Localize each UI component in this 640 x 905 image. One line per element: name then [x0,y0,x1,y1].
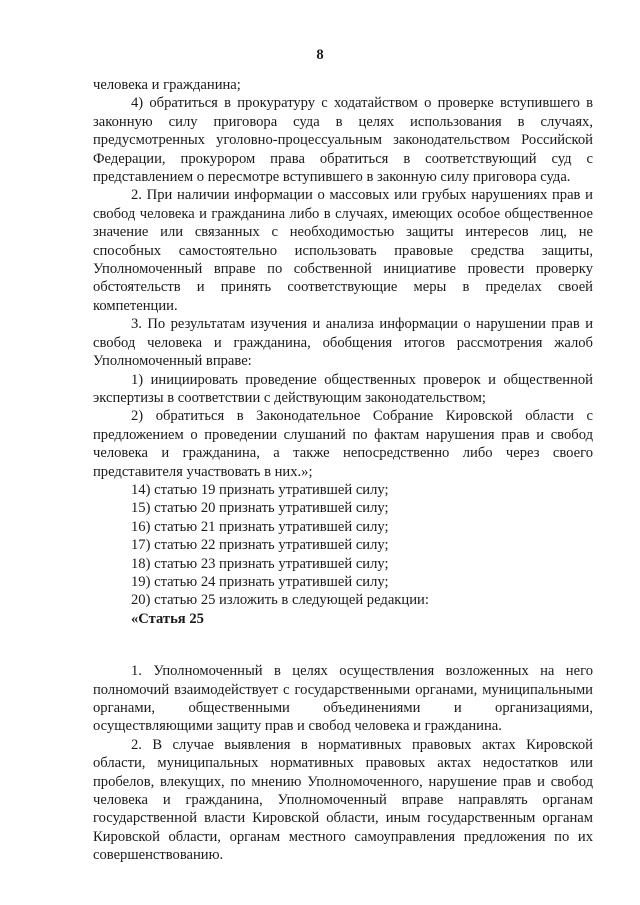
list-item: 16) статью 21 признать утратившей силу; [131,518,389,535]
list-item: 20) статью 25 изложить в следующей редакции: [131,592,429,609]
list-item: 19) статью 24 признать утратившей силу; [131,573,389,590]
page-number: 8 [316,47,324,63]
paragraph: 2. При наличии информации о массовых или грубых нарушениях прав и свобод человека и гражданина либо в случаях, имеющих особое общественное значение или связанных с необходимостью защиты интересов лиц, не способных самостоятельно использовать правовые средства защиты, Уполномоченный вправе по собственной инициативе провести проверку обстоятельств и принять соответствующие меры в пределах своей компетенции. [93,187,593,314]
article-heading: «Статья 25 [131,610,204,627]
spacer [93,628,593,662]
paragraph: 4) обратиться в прокуратуру с ходатайством о проверке вступившего в законную силу приговора суда в целях использования в случаях, предусмотренных уголовно-процессуальным законодательством Российской Федерации, прокурором права обратиться в соответствующий суд с представлением о пересмотре вступившего в законную силу приговора суда. [93,95,593,186]
paragraph: 1) инициировать проведение общественных проверок и общественной экспертизы в соответствии с действующим законодательством; [93,371,593,406]
article-paragraph: 2. В случае выявления в нормативных правовых актах Кировской области, муниципальных нормативных правовых актах недостатков или пробелов, влекущих, по мнению Уполномоченного, нарушение прав и свобод человека и гражданина, Уполномоченный вправе направлять органам государственной власти Кировской области, иным государственным органам Кировской области, органам местного самоуправления предложения по их совершенствованию. [93,736,593,864]
list-item: 17) статью 22 признать утратившей силу; [131,537,389,554]
paragraph: 2) обратиться в Законодательное Собрание Кировской области с предложением о проведении слушаний по фактам нарушения прав и свобод человека и гражданина, а также непосредственно либо через своего представителя участвовать в них.»; [93,408,593,480]
article-paragraph: 1. Уполномоченный в целях осуществления возложенных на него полномочий взаимодействует с государственными органами, муниципальными органами, общественными объединениями и организациями, осуществляющими защиту прав и свобод человека и гражданина. [93,663,593,735]
document-body [93,76,593,865]
paragraph: человека и гражданина; [93,77,241,93]
list-item: 18) статью 23 признать утратившей силу; [131,555,389,572]
list-item: 14) статью 19 признать утратившей силу; [131,481,389,498]
list-item: 15) статью 20 признать утратившей силу; [131,500,389,517]
paragraph: 3. По результатам изучения и анализа информации о нарушении прав и свобод человека и гражданина, обобщения итогов рассмотрения жалоб Уполномоченный вправе: [93,316,593,370]
